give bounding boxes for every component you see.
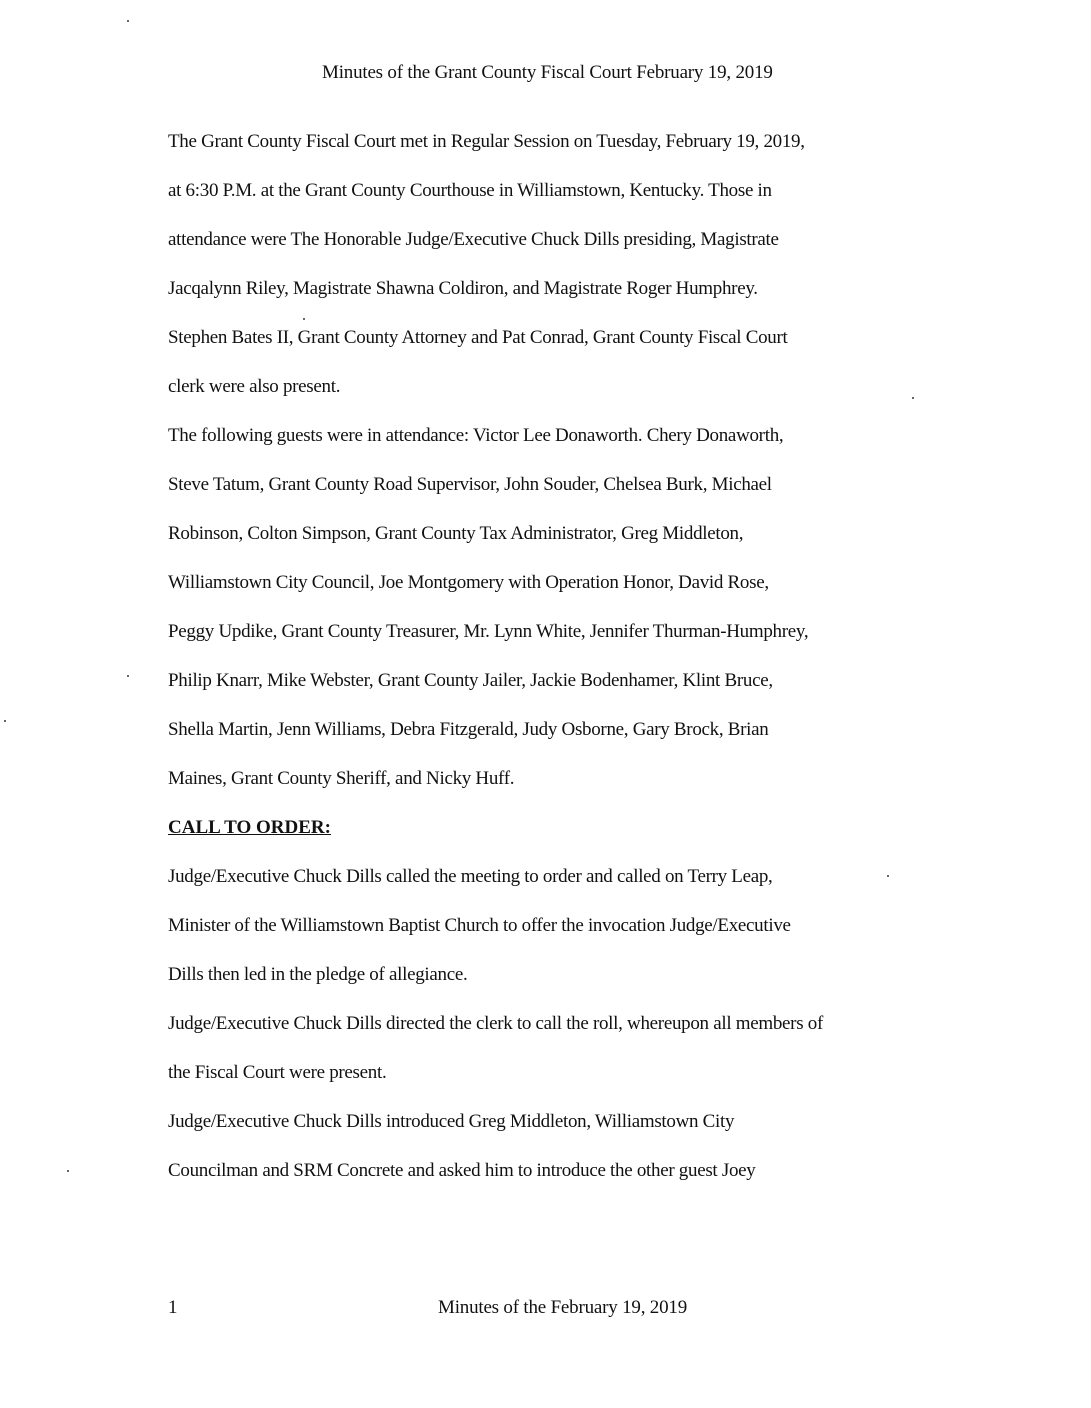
section-heading-call-to-order: CALL TO ORDER: — [168, 817, 331, 838]
body-line: at 6:30 P.M. at the Grant County Courthouse in Williamstown, Kentucky. Those in — [168, 180, 772, 201]
body-line: Williamstown City Council, Joe Montgomery with Operation Honor, David Rose, — [168, 572, 769, 593]
body-line: Stephen Bates II, Grant County Attorney and Pat Conrad, Grant County Fiscal Court — [168, 327, 788, 348]
page-number: 1 — [168, 1297, 178, 1318]
scan-speck — [127, 675, 129, 677]
body-line: Steve Tatum, Grant County Road Supervisor, John Souder, Chelsea Burk, Michael — [168, 474, 772, 495]
body-line: The Grant County Fiscal Court met in Regular Session on Tuesday, February 19, 2019, — [168, 131, 805, 152]
body-line: The following guests were in attendance: Victor Lee Donaworth. Chery Donaworth, — [168, 425, 784, 446]
body-line: Shella Martin, Jenn Williams, Debra Fitzgerald, Judy Osborne, Gary Brock, Brian — [168, 719, 769, 740]
body-line: Peggy Updike, Grant County Treasurer, Mr. Lynn White, Jennifer Thurman-Humphrey, — [168, 621, 809, 642]
section-line: the Fiscal Court were present. — [168, 1062, 387, 1083]
section-line: Councilman and SRM Concrete and asked him to introduce the other guest Joey — [168, 1160, 756, 1181]
section-line: Dills then led in the pledge of allegiance. — [168, 964, 468, 985]
page-header-title: Minutes of the Grant County Fiscal Court February 19, 2019 — [322, 62, 773, 83]
section-line: Judge/Executive Chuck Dills introduced Greg Middleton, Williamstown City — [168, 1111, 735, 1132]
body-line: Jacqalynn Riley, Magistrate Shawna Coldiron, and Magistrate Roger Humphrey. — [168, 278, 758, 299]
body-line: clerk were also present. — [168, 376, 341, 397]
section-line: Judge/Executive Chuck Dills directed the clerk to call the roll, whereupon all members of — [168, 1013, 823, 1034]
scan-speck — [67, 1170, 69, 1172]
section-line: Minister of the Williamstown Baptist Church to offer the invocation Judge/Executive — [168, 915, 791, 936]
body-line: attendance were The Honorable Judge/Executive Chuck Dills presiding, Magistrate — [168, 229, 779, 250]
body-line: Philip Knarr, Mike Webster, Grant County Jailer, Jackie Bodenhamer, Klint Bruce, — [168, 670, 773, 691]
scan-speck — [887, 875, 889, 877]
body-line: Robinson, Colton Simpson, Grant County Tax Administrator, Greg Middleton, — [168, 523, 744, 544]
scan-speck — [127, 20, 129, 22]
scan-speck — [4, 720, 6, 722]
page-footer-text: Minutes of the February 19, 2019 — [438, 1297, 688, 1318]
body-line: Maines, Grant County Sheriff, and Nicky Huff. — [168, 768, 515, 789]
scan-speck — [912, 397, 914, 399]
section-line: Judge/Executive Chuck Dills called the meeting to order and called on Terry Leap, — [168, 866, 773, 887]
scan-speck — [303, 318, 305, 320]
